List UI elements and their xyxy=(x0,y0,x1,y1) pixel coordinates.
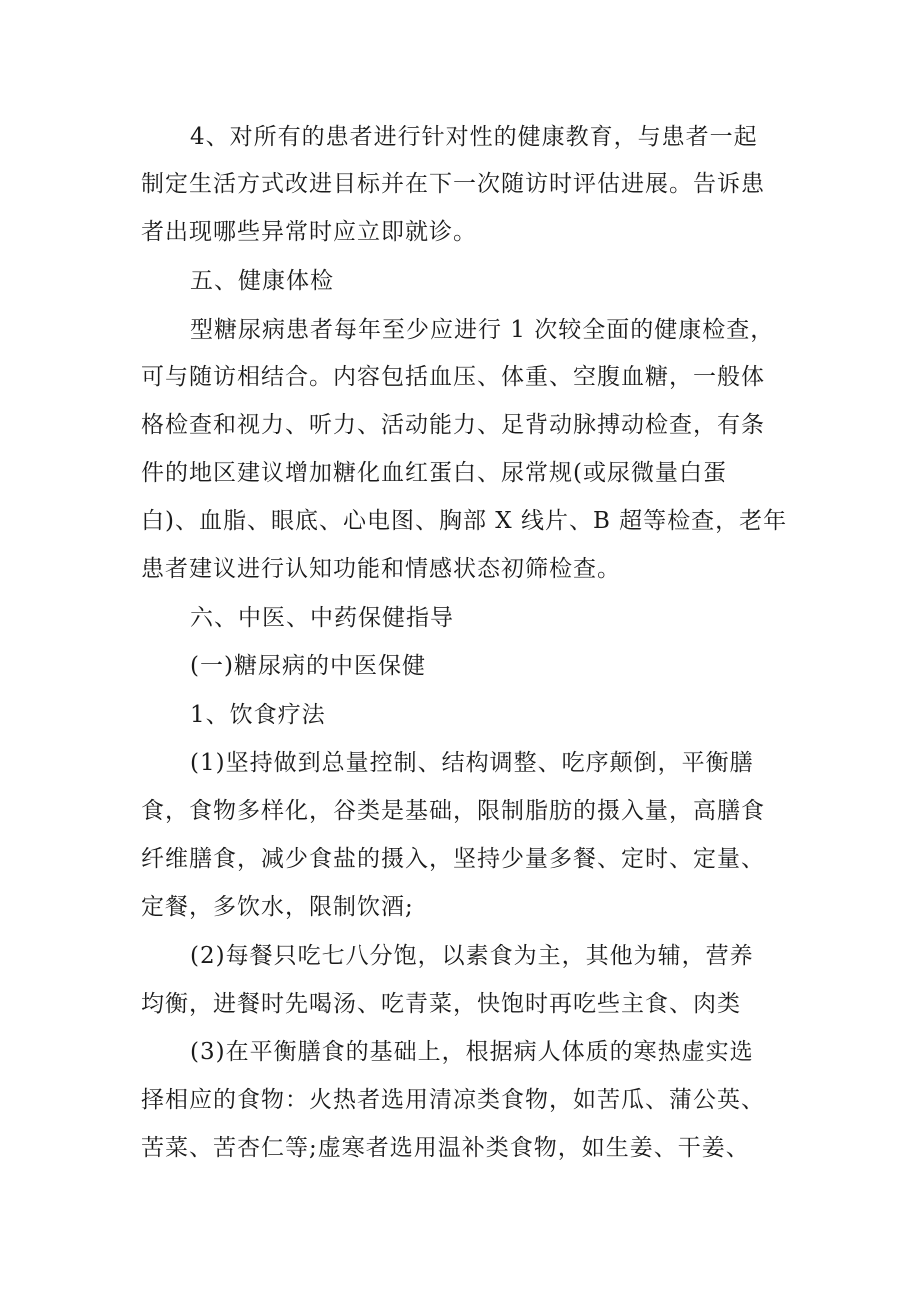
text-line: 食，食物多样化，谷类是基础，限制脂肪的摄入量，高膳食 xyxy=(141,798,765,824)
subsection-heading: (一)糖尿病的中医保健 xyxy=(190,653,426,679)
text-line: 格检查和视力、听力、活动能力、足背动脉搏动检查，有条 xyxy=(141,412,765,438)
text-line: (3)在平衡膳食的基础上，根据病人体质的寒热虚实选 xyxy=(190,1039,754,1065)
text-line: 可与随访相结合。内容包括血压、体重、空腹血糖，一般体 xyxy=(141,364,765,390)
text-line: 定餐，多饮水，限制饮酒; xyxy=(141,894,414,920)
text-line: (2)每餐只吃七八分饱，以素食为主，其他为辅，营养 xyxy=(190,943,754,969)
text-line: 均衡，进餐时先喝汤、吃青菜，快饱时再吃些主食、肉类 xyxy=(141,991,741,1017)
text-line: 型糖尿病患者每年至少应进行 1 次较全面的健康检查， xyxy=(190,317,775,343)
subsection-heading: 1、饮食疗法 xyxy=(190,702,326,728)
text-line: 4、对所有的患者进行针对性的健康教育，与患者一起 xyxy=(190,124,758,150)
text-line: 件的地区建议增加糖化血红蛋白、尿常规(或尿微量白蛋 xyxy=(141,460,727,486)
text-line: 纤维膳食，减少食盐的摄入，坚持少量多餐、定时、定量、 xyxy=(141,846,765,872)
text-line: 择相应的食物：火热者选用清凉类食物，如苦瓜、蒲公英、 xyxy=(141,1087,765,1113)
text-line: 制定生活方式改进目标并在下一次随访时评估进展。告诉患 xyxy=(141,171,765,197)
text-line: 苦菜、苦杏仁等;虚寒者选用温补类食物，如生姜、干姜、 xyxy=(141,1135,750,1161)
text-line: (1)坚持做到总量控制、结构调整、吃序颠倒，平衡膳 xyxy=(190,750,754,776)
text-line: 患者建议进行认知功能和情感状态初筛检查。 xyxy=(141,556,621,582)
section-heading: 五、健康体检 xyxy=(190,268,334,294)
section-heading: 六、中医、中药保健指导 xyxy=(190,605,454,631)
text-line: 白)、血脂、眼底、心电图、胸部 X 线片、B 超等检查，老年 xyxy=(141,508,788,534)
text-line: 者出现哪些异常时应立即就诊。 xyxy=(141,219,477,245)
